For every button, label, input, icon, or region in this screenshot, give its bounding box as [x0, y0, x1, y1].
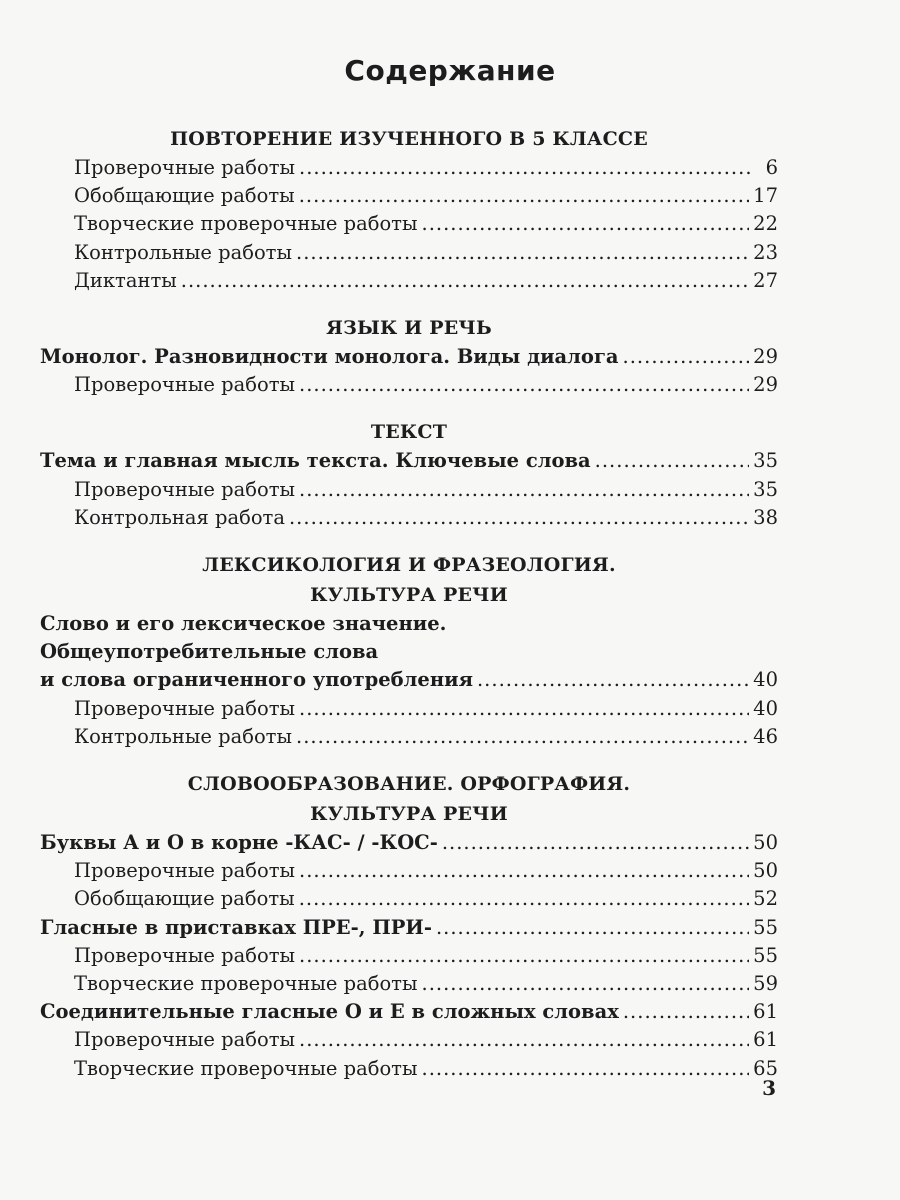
dot-leader [299, 154, 750, 182]
toc-topic-entry [40, 998, 778, 1026]
toc-section [40, 313, 778, 399]
toc-entry-page: 52 [753, 887, 778, 911]
toc-entry-label: Творческие проверочные работы [74, 212, 418, 236]
toc-subentry [40, 695, 778, 723]
toc-topic-entry [40, 447, 778, 475]
toc-entry-label: и слова ограниченного употребления [40, 668, 473, 692]
toc-entry-label: Контрольная работа [74, 505, 285, 529]
section-heading-line: ЯЗЫК И РЕЧЬ [326, 317, 492, 340]
toc-subentry [40, 210, 778, 238]
dot-leader [296, 723, 749, 751]
toc-entry-label: Проверочные работы [74, 943, 296, 967]
toc-topic-entry [40, 829, 778, 857]
toc-entry-label: Проверочные работы [74, 373, 296, 397]
page-title: Содержание [344, 54, 556, 87]
toc-entry-page: 65 [753, 1056, 778, 1080]
toc-entry-page: 29 [753, 345, 778, 369]
toc-entry-page: 35 [753, 449, 778, 473]
toc-entry-label: Проверочные работы [74, 696, 296, 720]
toc-entry-page: 22 [753, 212, 778, 236]
section-heading-line: ПОВТОРЕНИЕ ИЗУЧЕННОГО В 5 КЛАССЕ [170, 128, 648, 150]
toc-topic-entry [40, 343, 778, 371]
dot-leader [422, 970, 750, 998]
toc-entry-page: 40 [753, 668, 778, 692]
toc-entry-label: Проверочные работы [74, 156, 296, 179]
table-of-contents [40, 124, 778, 1101]
section-heading [40, 313, 778, 343]
toc-entry-page: 50 [753, 831, 778, 855]
toc-entry-label: Монолог. Разновидности монолога. Виды диалога [40, 345, 619, 369]
toc-subentry [40, 885, 778, 913]
toc-entry-page: 59 [753, 972, 778, 996]
toc-subentry [40, 1026, 778, 1054]
dot-leader [299, 942, 749, 970]
section-heading-line: КУЛЬТУРА РЕЧИ [310, 803, 508, 826]
toc-subentry [40, 476, 778, 504]
dot-leader [299, 476, 749, 504]
toc-subentry [40, 239, 778, 267]
toc-entry-page: 55 [753, 915, 778, 939]
section-heading-line: ТЕКСТ [370, 421, 448, 444]
toc-entry-page: 40 [753, 696, 778, 720]
toc-entry-label: Творческие проверочные работы [74, 972, 418, 996]
toc-entry-page: 50 [753, 859, 778, 883]
dot-leader [299, 371, 749, 399]
toc-entry-page: 38 [753, 505, 778, 529]
section-heading [40, 124, 778, 154]
toc-subentry [40, 267, 778, 295]
section-heading [40, 417, 778, 447]
toc-entry-page: 61 [753, 1028, 778, 1052]
dot-leader [299, 1026, 749, 1054]
toc-entry-page: 6 [765, 156, 778, 179]
dot-leader [436, 914, 749, 942]
toc-subentry [40, 857, 778, 885]
dot-leader [477, 666, 749, 694]
dot-leader [296, 239, 749, 267]
toc-section [40, 417, 778, 532]
toc-entry-page: 46 [753, 724, 778, 748]
toc-entry-page: 17 [753, 184, 778, 208]
dot-leader [181, 267, 749, 295]
toc-entry-page: 29 [753, 373, 778, 397]
dot-leader [442, 829, 749, 857]
dot-leader [422, 210, 750, 238]
toc-subentry [40, 970, 778, 998]
toc-entry-label: Гласные в приставках ПРЕ-, ПРИ- [40, 915, 432, 939]
toc-entry-line: Слово и его лексическое значение. [40, 612, 447, 636]
toc-section [40, 769, 778, 1083]
toc-subentry [40, 723, 778, 751]
toc-entry-label: Диктанты [74, 268, 177, 292]
toc-section [40, 550, 778, 751]
toc-topic-entry [40, 914, 778, 942]
dot-leader [595, 447, 750, 475]
dot-leader [422, 1055, 750, 1083]
toc-entry-page: 35 [753, 477, 778, 501]
toc-entry-label: Контрольные работы [74, 724, 292, 748]
toc-entry-label: Буквы А и О в корне -КАС- / -КОС- [40, 831, 438, 855]
toc-entry-label: Контрольные работы [74, 240, 292, 264]
toc-entry-label: Проверочные работы [74, 477, 296, 501]
dot-leader [299, 885, 749, 913]
toc-entry-page: 23 [753, 240, 778, 264]
section-heading [40, 769, 778, 829]
toc-entry-page: 61 [753, 1000, 778, 1024]
dot-leader [299, 695, 749, 723]
toc-entry-label: Проверочные работы [74, 859, 296, 883]
section-heading-line: СЛОВООБРАЗОВАНИЕ. ОРФОГРАФИЯ. [187, 773, 631, 796]
toc-entry-label: Обобщающие работы [74, 184, 295, 208]
toc-entry-label: Творческие проверочные работы [74, 1056, 418, 1080]
page-number: 3 [762, 1076, 776, 1100]
toc-subentry [40, 154, 778, 182]
toc-entry-label: Соединительные гласные О и Е в сложных словах [40, 1000, 619, 1024]
toc-entry-line: Общеупотребительные слова [40, 640, 379, 664]
toc-entry-page: 27 [753, 268, 778, 292]
toc-topic-entry [40, 666, 778, 694]
toc-subentry [40, 504, 778, 532]
dot-leader [289, 504, 749, 532]
section-heading [40, 550, 778, 610]
toc-subentry [40, 942, 778, 970]
section-heading-line: ЛЕКСИКОЛОГИЯ И ФРАЗЕОЛОГИЯ. [202, 554, 616, 577]
dot-leader [623, 998, 749, 1026]
toc-entry-label: Проверочные работы [74, 1028, 296, 1052]
dot-leader [623, 343, 750, 371]
toc-subentry [40, 1055, 778, 1083]
toc-entry-label: Обобщающие работы [74, 887, 295, 911]
dot-leader [299, 182, 749, 210]
toc-entry-page: 55 [753, 943, 778, 967]
toc-subentry [40, 371, 778, 399]
section-heading-line: КУЛЬТУРА РЕЧИ [310, 584, 508, 607]
dot-leader [299, 857, 749, 885]
toc-subentry [40, 182, 778, 210]
toc-entry-label: Тема и главная мысль текста. Ключевые слова [40, 449, 591, 473]
toc-section [40, 124, 778, 295]
